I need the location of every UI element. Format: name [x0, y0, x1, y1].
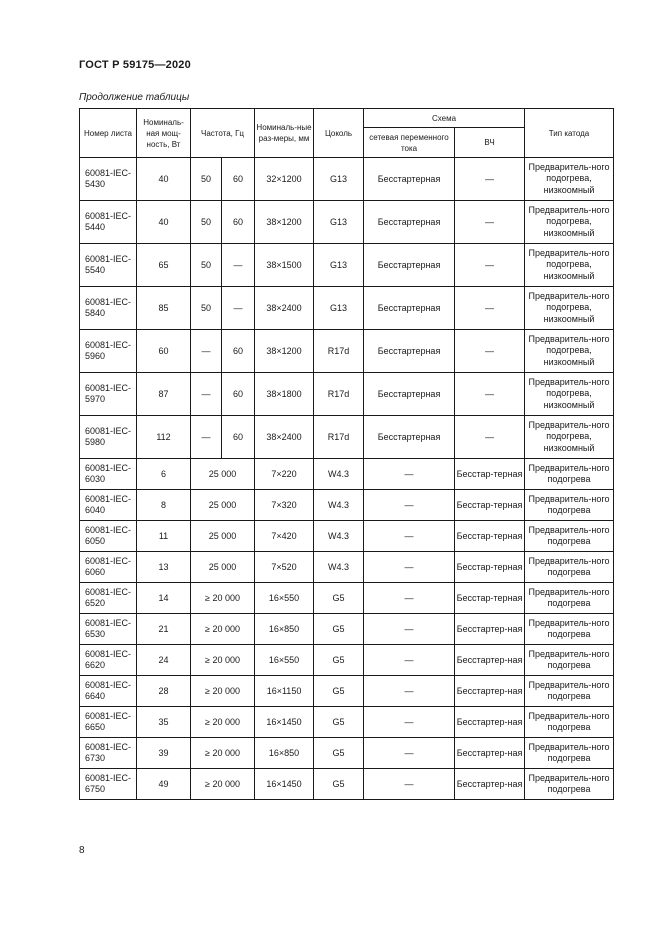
cathode-cell: Предваритель-ного подогрева	[525, 614, 614, 645]
table-row	[80, 583, 614, 614]
sheet-number-cell: 60081-IEC-6650	[80, 707, 137, 738]
base-cell: G13	[314, 244, 364, 287]
scheme-hf-cell: —	[455, 330, 525, 373]
power-cell: 24	[137, 645, 191, 676]
power-cell: 60	[137, 330, 191, 373]
table-body	[80, 158, 614, 800]
dimensions-cell: 16×850	[255, 738, 314, 769]
table-row	[80, 459, 614, 490]
base-cell: G5	[314, 614, 364, 645]
table-row	[80, 373, 614, 416]
power-cell: 40	[137, 201, 191, 244]
table-row	[80, 676, 614, 707]
base-cell: G13	[314, 201, 364, 244]
sheet-number-cell: 60081-IEC-6040	[80, 490, 137, 521]
table-row	[80, 552, 614, 583]
sheet-number-cell: 60081-IEC-6530	[80, 614, 137, 645]
table-row	[80, 769, 614, 800]
sheet-number-cell: 60081-IEC-5840	[80, 287, 137, 330]
frequency-50-cell: 50	[191, 287, 222, 330]
cathode-cell: Предваритель-ного подогрева	[525, 676, 614, 707]
scheme-hf-cell: Бесстартер-ная	[455, 707, 525, 738]
header-scheme-mains: сетевая переменного тока	[364, 128, 455, 158]
scheme-hf-cell: —	[455, 416, 525, 459]
base-cell: G5	[314, 676, 364, 707]
cathode-cell: Предваритель-ного подогрева, низкоомный	[525, 330, 614, 373]
table-row	[80, 645, 614, 676]
scheme-hf-cell: —	[455, 287, 525, 330]
cathode-cell: Предваритель-ного подогрева	[525, 583, 614, 614]
scheme-hf-cell: —	[455, 373, 525, 416]
base-cell: W4.3	[314, 490, 364, 521]
sheet-number-cell: 60081-IEC-5540	[80, 244, 137, 287]
scheme-mains-cell: Бесстартерная	[364, 158, 455, 201]
scheme-hf-cell: —	[455, 158, 525, 201]
dimensions-cell: 38×1800	[255, 373, 314, 416]
base-cell: G5	[314, 769, 364, 800]
scheme-mains-cell: —	[364, 645, 455, 676]
power-cell: 13	[137, 552, 191, 583]
base-cell: G5	[314, 583, 364, 614]
scheme-mains-cell: —	[364, 707, 455, 738]
scheme-mains-cell: —	[364, 552, 455, 583]
table-row	[80, 244, 614, 287]
cathode-cell: Предваритель-ного подогрева, низкоомный	[525, 244, 614, 287]
dimensions-cell: 16×1150	[255, 676, 314, 707]
sheet-number-cell: 60081-IEC-5960	[80, 330, 137, 373]
power-cell: 21	[137, 614, 191, 645]
header-frequency: Частота, Гц	[191, 109, 255, 158]
frequency-60-cell: —	[222, 244, 255, 287]
frequency-cell: ≥ 20 000	[191, 676, 255, 707]
sheet-number-cell: 60081-IEC-6640	[80, 676, 137, 707]
scheme-mains-cell: Бесстартерная	[364, 287, 455, 330]
dimensions-cell: 16×1450	[255, 769, 314, 800]
frequency-cell: ≥ 20 000	[191, 614, 255, 645]
dimensions-cell: 16×550	[255, 645, 314, 676]
lamp-data-table	[79, 108, 614, 800]
sheet-number-cell: 60081-IEC-5980	[80, 416, 137, 459]
scheme-mains-cell: Бесстартерная	[364, 244, 455, 287]
sheet-number-cell: 60081-IEC-6030	[80, 459, 137, 490]
scheme-hf-cell: —	[455, 244, 525, 287]
table-row	[80, 287, 614, 330]
dimensions-cell: 38×1500	[255, 244, 314, 287]
frequency-cell: ≥ 20 000	[191, 583, 255, 614]
power-cell: 65	[137, 244, 191, 287]
table-caption: Продолжение таблицы	[79, 92, 190, 103]
scheme-hf-cell: Бесстартер-ная	[455, 738, 525, 769]
frequency-cell: 25 000	[191, 521, 255, 552]
table-row	[80, 416, 614, 459]
scheme-hf-cell: —	[455, 201, 525, 244]
base-cell: G13	[314, 287, 364, 330]
dimensions-cell: 38×1200	[255, 201, 314, 244]
power-cell: 28	[137, 676, 191, 707]
scheme-hf-cell: Бесстар-терная	[455, 552, 525, 583]
sheet-number-cell: 60081-IEC-5430	[80, 158, 137, 201]
cathode-cell: Предваритель-ного подогрева, низкоомный	[525, 158, 614, 201]
frequency-50-cell: 50	[191, 244, 222, 287]
power-cell: 35	[137, 707, 191, 738]
frequency-50-cell: 50	[191, 201, 222, 244]
scheme-mains-cell: —	[364, 769, 455, 800]
dimensions-cell: 32×1200	[255, 158, 314, 201]
base-cell: R17d	[314, 330, 364, 373]
sheet-number-cell: 60081-IEC-6750	[80, 769, 137, 800]
frequency-60-cell: 60	[222, 416, 255, 459]
base-cell: G5	[314, 707, 364, 738]
frequency-cell: 25 000	[191, 459, 255, 490]
header-power: Номиналь-ная мощ-ность, Вт	[137, 109, 191, 158]
base-cell: G5	[314, 645, 364, 676]
base-cell: W4.3	[314, 521, 364, 552]
scheme-hf-cell: Бесстар-терная	[455, 459, 525, 490]
cathode-cell: Предваритель-ного подогрева	[525, 645, 614, 676]
sheet-number-cell: 60081-IEC-5970	[80, 373, 137, 416]
sheet-number-cell: 60081-IEC-5440	[80, 201, 137, 244]
scheme-mains-cell: —	[364, 738, 455, 769]
frequency-cell: ≥ 20 000	[191, 769, 255, 800]
dimensions-cell: 16×1450	[255, 707, 314, 738]
table-row	[80, 614, 614, 645]
power-cell: 11	[137, 521, 191, 552]
scheme-hf-cell: Бесстартер-ная	[455, 614, 525, 645]
table-row	[80, 330, 614, 373]
base-cell: W4.3	[314, 552, 364, 583]
dimensions-cell: 38×2400	[255, 287, 314, 330]
frequency-60-cell: 60	[222, 330, 255, 373]
table-row	[80, 158, 614, 201]
power-cell: 87	[137, 373, 191, 416]
page-number: 8	[79, 845, 85, 856]
scheme-hf-cell: Бесстар-терная	[455, 521, 525, 552]
power-cell: 49	[137, 769, 191, 800]
sheet-number-cell: 60081-IEC-6520	[80, 583, 137, 614]
frequency-cell: ≥ 20 000	[191, 645, 255, 676]
sheet-number-cell: 60081-IEC-6620	[80, 645, 137, 676]
cathode-cell: Предваритель-ного подогрева	[525, 707, 614, 738]
header-base: Цоколь	[314, 109, 364, 158]
base-cell: G13	[314, 158, 364, 201]
frequency-cell: 25 000	[191, 490, 255, 521]
cathode-cell: Предваритель-ного подогрева	[525, 552, 614, 583]
frequency-50-cell: —	[191, 330, 222, 373]
base-cell: R17d	[314, 416, 364, 459]
scheme-mains-cell: Бесстартерная	[364, 373, 455, 416]
frequency-60-cell: 60	[222, 201, 255, 244]
sheet-number-cell: 60081-IEC-6050	[80, 521, 137, 552]
power-cell: 112	[137, 416, 191, 459]
header-scheme: Схема	[364, 109, 525, 128]
scheme-mains-cell: —	[364, 676, 455, 707]
frequency-60-cell: —	[222, 287, 255, 330]
scheme-hf-cell: Бесстар-терная	[455, 583, 525, 614]
scheme-mains-cell: Бесстартерная	[364, 416, 455, 459]
table-row	[80, 707, 614, 738]
frequency-60-cell: 60	[222, 158, 255, 201]
scheme-mains-cell: —	[364, 490, 455, 521]
power-cell: 39	[137, 738, 191, 769]
dimensions-cell: 16×850	[255, 614, 314, 645]
dimensions-cell: 7×220	[255, 459, 314, 490]
dimensions-cell: 16×550	[255, 583, 314, 614]
dimensions-cell: 7×420	[255, 521, 314, 552]
base-cell: W4.3	[314, 459, 364, 490]
cathode-cell: Предваритель-ного подогрева, низкоомный	[525, 416, 614, 459]
power-cell: 85	[137, 287, 191, 330]
header-scheme-hf: ВЧ	[455, 128, 525, 158]
cathode-cell: Предваритель-ного подогрева	[525, 521, 614, 552]
scheme-hf-cell: Бесстартер-ная	[455, 769, 525, 800]
scheme-hf-cell: Бесстартер-ная	[455, 676, 525, 707]
cathode-cell: Предваритель-ного подогрева	[525, 738, 614, 769]
cathode-cell: Предваритель-ного подогрева	[525, 769, 614, 800]
scheme-mains-cell: —	[364, 521, 455, 552]
cathode-cell: Предваритель-ного подогрева	[525, 490, 614, 521]
sheet-number-cell: 60081-IEC-6730	[80, 738, 137, 769]
dimensions-cell: 38×2400	[255, 416, 314, 459]
scheme-mains-cell: —	[364, 614, 455, 645]
header-cathode: Тип катода	[525, 109, 614, 158]
scheme-mains-cell: —	[364, 459, 455, 490]
dimensions-cell: 38×1200	[255, 330, 314, 373]
cathode-cell: Предваритель-ного подогрева	[525, 459, 614, 490]
frequency-60-cell: 60	[222, 373, 255, 416]
table-row	[80, 738, 614, 769]
scheme-mains-cell: Бесстартерная	[364, 201, 455, 244]
header-dimensions: Номиналь-ные раз-меры, мм	[255, 109, 314, 158]
table-row	[80, 201, 614, 244]
cathode-cell: Предваритель-ного подогрева, низкоомный	[525, 373, 614, 416]
base-cell: R17d	[314, 373, 364, 416]
frequency-50-cell: —	[191, 373, 222, 416]
frequency-50-cell: 50	[191, 158, 222, 201]
frequency-cell: ≥ 20 000	[191, 738, 255, 769]
table-row	[80, 521, 614, 552]
header-number: Номер листа	[80, 109, 137, 158]
base-cell: G5	[314, 738, 364, 769]
cathode-cell: Предваритель-ного подогрева, низкоомный	[525, 287, 614, 330]
table-row	[80, 490, 614, 521]
document-header: ГОСТ Р 59175—2020	[79, 59, 191, 71]
dimensions-cell: 7×320	[255, 490, 314, 521]
sheet-number-cell: 60081-IEC-6060	[80, 552, 137, 583]
scheme-mains-cell: —	[364, 583, 455, 614]
scheme-hf-cell: Бесстар-терная	[455, 490, 525, 521]
dimensions-cell: 7×520	[255, 552, 314, 583]
scheme-hf-cell: Бесстартер-ная	[455, 645, 525, 676]
cathode-cell: Предваритель-ного подогрева, низкоомный	[525, 201, 614, 244]
power-cell: 8	[137, 490, 191, 521]
frequency-cell: 25 000	[191, 552, 255, 583]
power-cell: 14	[137, 583, 191, 614]
frequency-50-cell: —	[191, 416, 222, 459]
power-cell: 40	[137, 158, 191, 201]
scheme-mains-cell: Бесстартерная	[364, 330, 455, 373]
power-cell: 6	[137, 459, 191, 490]
frequency-cell: ≥ 20 000	[191, 707, 255, 738]
